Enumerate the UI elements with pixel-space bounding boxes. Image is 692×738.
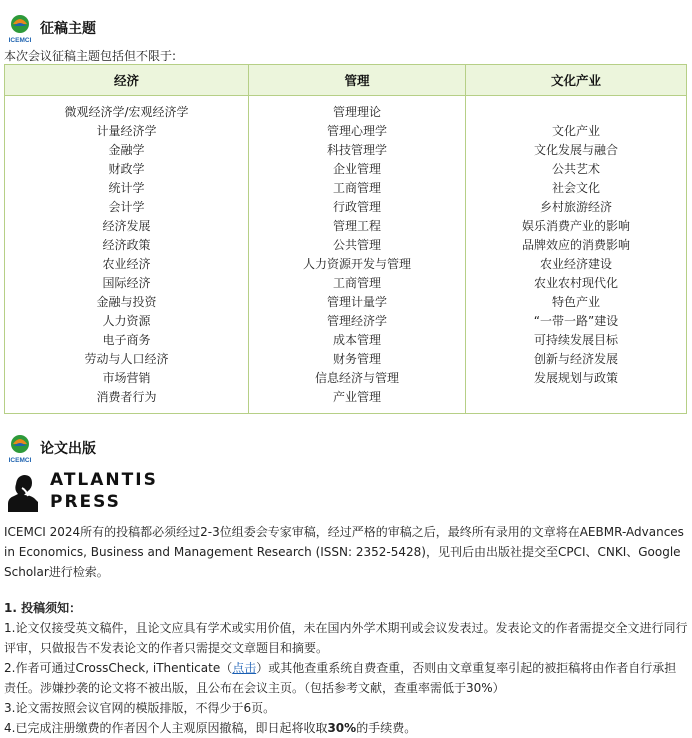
list-item: 创新与经济发展 [533,352,618,366]
list-item: 管理理论 [332,105,381,119]
list-item: 计量经济学 [96,124,157,138]
list-item: 文化产业 [551,124,600,138]
atlantis-press-logo [4,468,158,514]
list-item: 管理心理学 [326,124,387,138]
table-row [5,96,687,414]
list-item: 财务管理 [332,352,381,366]
icemci-logo-icon [4,432,36,464]
list-item: 科技管理学 [326,143,387,157]
list-item: 人力资源 [102,314,151,328]
publisher-name-line2: PRESS [50,492,121,512]
submission-notes [4,598,688,738]
list-item: 管理工程 [332,219,381,233]
intro-text: 本次会议征稿主题包括但不限于: [4,49,177,63]
list-item: 农业经济 [102,257,151,271]
list-item: 产业管理 [332,390,381,404]
note-item-2 [4,658,688,698]
logo-text: ICEMCI [8,37,32,44]
note-item-4 [4,718,688,738]
note-item-2-text-a: 2.作者可通过CrossCheck, iThenticate（ [4,661,233,675]
list-item: 人力资源开发与管理 [302,257,411,271]
list-item: 工商管理 [332,276,381,290]
note-item-4-text-a: 4.已完成注册缴费的作者因个人主观原因撤稿，即日起将收取 [4,721,328,735]
list-item: 发展规划与政策 [533,371,618,385]
list-item: 信息经济与管理 [314,371,399,385]
publisher-name-line1: ATLANTIS [50,470,158,490]
list-item: “一带一路”建设 [533,314,619,328]
list-item: 管理计量学 [326,295,387,309]
list-item: 乡村旅游经济 [539,200,612,214]
list-item: 消费者行为 [96,390,157,404]
column-header-economics: 经济 [5,65,249,96]
list-item: 农业经济建设 [539,257,612,271]
column-management [249,96,466,414]
list-item: 经济发展 [102,219,151,233]
topics-table [4,64,687,414]
note-item-2-text-b: ）或其他查重系统自费查重，否则由文章重复率引起的被拒稿将由作者自行承担责任。涉嫌抄袭的论文将不被出版，且公布在会议主页。（包括参考文献，查重率需低于30%） [4,661,677,695]
list-item: 财政学 [108,162,145,176]
note-item-1: 1.论文仅接受英文稿件，且论文应具有学术或实用价值，未在国内外学术期刊或会议发表过。发表论文的作者需提交全文进行同行评审，只做报告不发表论文的作者只需提交文章题目和摘要。 [4,621,688,655]
list-item: 劳动与人口经济 [84,352,169,366]
list-item: 会计学 [108,200,145,214]
table-header-row [5,65,687,96]
list-item: 文化发展与融合 [533,143,618,157]
list-item: 特色产业 [551,295,600,309]
list-item: 金融学 [108,143,145,157]
list-item: 管理经济学 [326,314,387,328]
fee-percentage: 30% [327,721,357,735]
list-item: 社会文化 [551,181,600,195]
list-item: 娱乐消费产业的影响 [521,219,630,233]
list-item: 企业管理 [332,162,381,176]
note-item-3: 3.论文需按照会议官网的模版排版，不得少于6页。 [4,701,276,715]
note-item-4-text-b: 的手续费。 [356,721,417,735]
column-economics [5,96,249,414]
list-item: 统计学 [108,181,145,195]
list-item: 市场营销 [102,371,151,385]
publication-text: ICEMCI 2024所有的投稿都必须经过2-3位组委会专家审稿，经过严格的审稿之后，最终所有录用的文章将在AEBMR-Advances in Economics, Business and Management Research (ISSN: 2352-5428)，见刊后由出版社提交至CPCI、CNKI、Google Scholar进行检索。 [4,525,684,579]
column-header-culture: 文化产业 [466,65,687,96]
section-header-publication [4,432,96,464]
list-item: 农业农村现代化 [533,276,618,290]
section-title: 论文出版 [40,441,96,457]
thinker-icon [4,468,42,514]
list-item: 行政管理 [332,200,381,214]
list-item: 金融与投资 [96,295,157,309]
list-item: 品牌效应的消费影响 [521,238,630,252]
list-item: 可持续发展目标 [533,333,618,347]
list-item: 公共艺术 [551,162,600,176]
list-item: 成本管理 [332,333,381,347]
notes-title: 1. 投稿须知： [4,601,82,615]
list-item: 公共管理 [332,238,381,252]
column-header-management: 管理 [249,65,466,96]
list-item: 经济政策 [102,238,151,252]
list-item: 微观经济学/宏观经济学 [64,105,189,119]
column-culture [466,96,687,414]
list-item: 电子商务 [102,333,151,347]
logo-text: ICEMCI [8,457,32,464]
section-header-topics [4,12,96,44]
plagiarism-check-link[interactable]: 点击 [232,661,257,675]
section-title: 征稿主题 [40,21,96,37]
list-item: 国际经济 [102,276,151,290]
list-item: 工商管理 [332,181,381,195]
icemci-logo-icon [4,12,36,44]
